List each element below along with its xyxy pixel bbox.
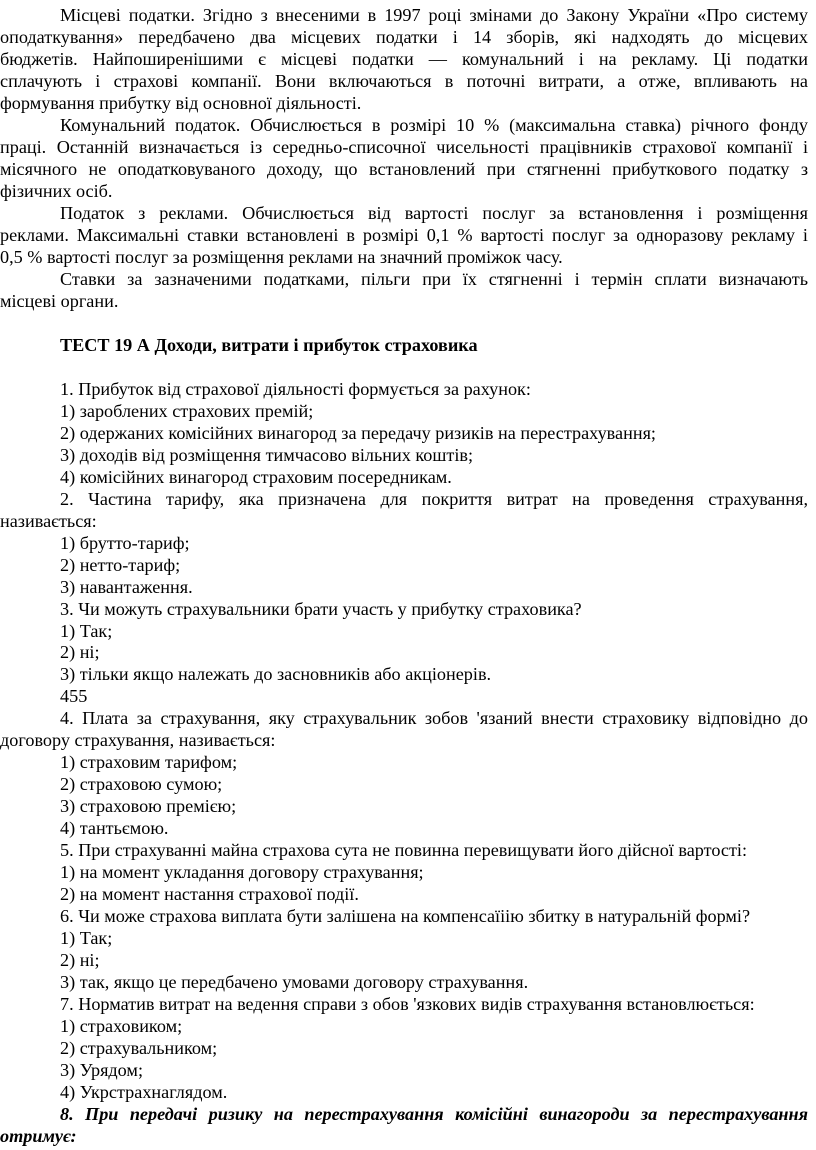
paragraph-line: фізичних осіб. [0, 180, 113, 201]
question-line: 4. Плата за страхування, яку страхувальник зобов 'язаний внести страховику відповідно до [60, 708, 808, 729]
answer-option: 1) брутто-тариф; [60, 532, 190, 553]
paragraph-line: Податок з реклами. Обчислюється від вартості послуг за встановлення і розміщення [60, 202, 808, 223]
test-heading: ТЕСТ 19 А Доходи, витрати і прибуток страховика [60, 334, 478, 355]
paragraph-line: Місцеві податки. Згідно з внесеними в 1997 році змінами до Закону України «Про систему [60, 5, 808, 25]
paragraph-line: бюджетів. Найпоширенішими є місцеві податки — комунальний і на рекламу. Ці податки [0, 49, 808, 69]
answer-option: 2) страховою сумою; [60, 774, 223, 795]
paragraph-line: праці. Останній визначається із середньо-списочної чисельності працівників страхової компанії і [0, 136, 808, 157]
answer-option: 4) тантьємою. [60, 818, 169, 839]
answer-option: 1) Так; [60, 620, 113, 641]
question-line: 7. Норматив витрат на ведення справи з обов 'язкових видів страхування встановлюється: [60, 994, 755, 1015]
question-line: 3. Чи можуть страхувальники брати участь у прибутку страховика? [60, 598, 582, 619]
question-line: називається: [0, 510, 97, 531]
answer-option: 3) доходів від розміщення тимчасово вільних коштів; [60, 444, 474, 465]
answer-option: 3) так, якщо це передбачено умовами договору страхування. [60, 972, 529, 993]
answer-option: 2) ні; [60, 950, 100, 971]
page-number: 455 [60, 686, 88, 707]
paragraph-line: місячного не оподатковуваного доходу, що встановлений при стягненні прибуткового податку з [0, 158, 808, 179]
answer-option: 3) страховою премією; [60, 796, 237, 817]
answer-option: 3) Урядом; [60, 1060, 143, 1081]
answer-option: 3) навантаження. [60, 576, 193, 597]
answer-option: 1) Так; [60, 928, 113, 949]
paragraph-line: формування прибутку від основної діяльності. [0, 92, 362, 113]
question-line: отримує: [0, 1126, 77, 1146]
answer-option: 1) на момент укладання договору страхування; [60, 862, 424, 883]
question-line: 5. При страхуванні майна страхова сута не повинна перевищувати його дійсної вартості: [60, 840, 748, 861]
answer-option: 1) зароблених страхових премій; [60, 400, 314, 421]
question-line: 2. Частина тарифу, яка призначена для покриття витрат на проведення страхування, [60, 488, 808, 509]
answer-option: 1) страховим тарифом; [60, 752, 238, 773]
answer-option: 3) тільки якщо належать до засновників або акціонерів. [60, 664, 492, 685]
answer-option: 2) страхувальником; [60, 1038, 218, 1059]
question-line: договору страхування, називається: [0, 730, 276, 751]
paragraph-line: реклами. Максимальні ставки встановлені в розмірі 0,1 % вартості послуг за одноразову рекламу і [0, 224, 808, 245]
paragraph-line: сплачують і страхові компанії. Вони включаються в поточні витрати, а отже, впливають на [0, 70, 808, 91]
answer-option: 4) комісійних винагород страховим посередникам. [60, 466, 452, 487]
paragraph-line: Ставки за зазначеними податками, пільги при їх стягненні і термін сплати визначають [60, 268, 808, 289]
paragraph-line: оподаткування» передбачено два місцевих податки і 14 зборів, які надходять до місцевих [0, 27, 808, 47]
question-line: 1. Прибуток від страхової діяльності формується за рахунок: [60, 378, 531, 399]
question-line: 6. Чи може страхова виплата бути залішена на компенсаїiію збитку в натуральній формі? [60, 906, 751, 927]
question-line: 8. При передачі ризику на перестрахування комісійні винагороди за перестрахування [60, 1104, 808, 1124]
answer-option: 2) нетто-тариф; [60, 554, 181, 575]
paragraph-line: місцеві органи. [0, 290, 119, 311]
answer-option: 4) Укрстрахнаглядом. [60, 1082, 228, 1102]
paragraph-line: 0,5 % вартості послуг за розміщення реклами на значний проміжок часу. [0, 246, 563, 267]
paragraph-line: Комунальний податок. Обчислюється в розмірі 10 % (максимальна ставка) річного фонду [60, 114, 808, 135]
answer-option: 2) ні; [60, 642, 100, 663]
answer-option: 2) одержаних комісійних винагород за передачу ризиків на перестрахування; [60, 422, 656, 443]
answer-option: 1) страховиком; [60, 1016, 183, 1037]
answer-option: 2) на момент настання страхової події. [60, 884, 359, 905]
